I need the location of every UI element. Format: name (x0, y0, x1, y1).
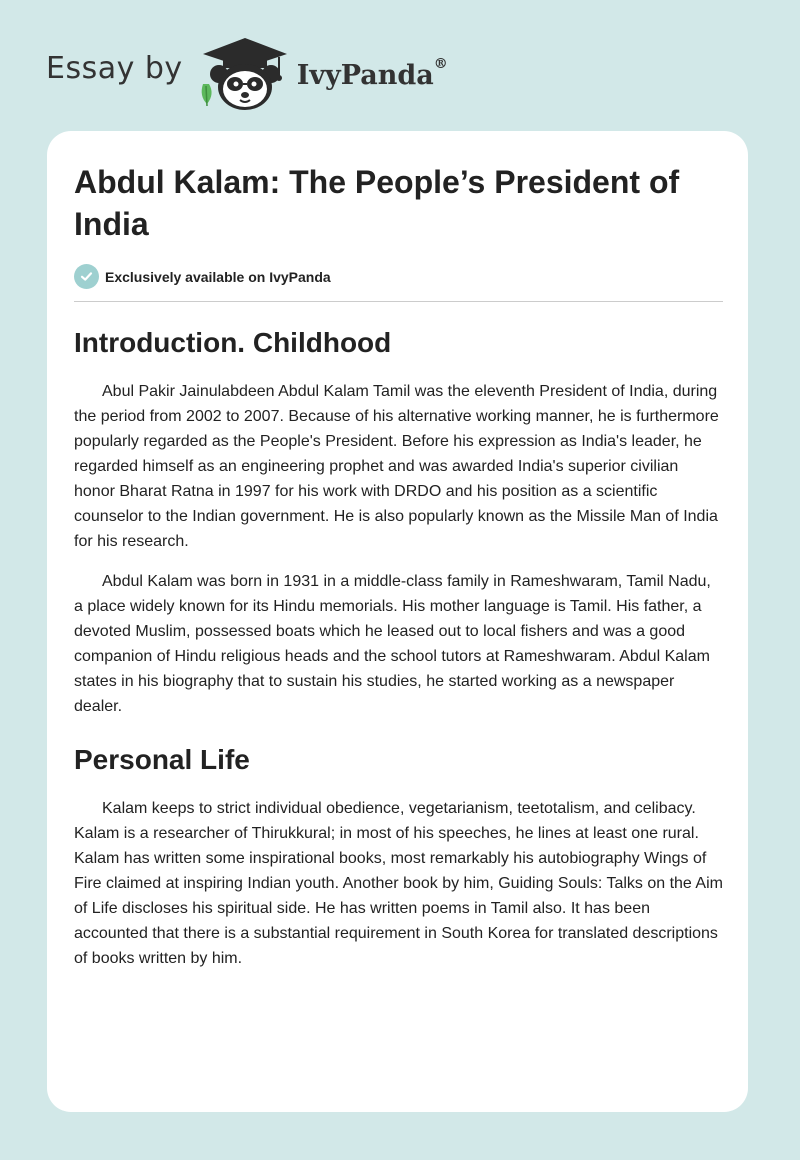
section-heading: Personal Life (74, 744, 250, 775)
page-title: Abdul Kalam: The People’s President of India (74, 164, 680, 242)
panda-graduate-icon[interactable] (197, 32, 293, 112)
essay-card (47, 131, 748, 1112)
essay-by-label: Essay by (46, 50, 183, 86)
title-divider (74, 301, 723, 302)
section-heading: Introduction. Childhood (74, 327, 392, 358)
check-icon (74, 264, 99, 289)
site-header (46, 32, 448, 112)
exclusive-label: Exclusively available on IvyPanda (105, 268, 331, 285)
paragraph: Kalam keeps to strict individual obedience, vegetarianism, teetotalism, and celibacy. Kalam is a researcher of Thirukkural; in most of his speeches, he lines at least one rural. Kalam has written some inspirational books, most remarkably his autobiography Wings of Fire claimed at inspiring Indian youth. Another book by him, Guiding Souls: Talks on the Aim of Life discloses his spiritual side. He has written poems in Tamil also. It has been accounted that there is a substantial requirement in South Korea for translated descriptions of books written by him. (74, 800, 723, 967)
essay-content (74, 161, 723, 986)
brand-name-text: IvyPanda (296, 59, 434, 91)
registered-mark: ® (433, 55, 448, 72)
paragraph: Abul Pakir Jainulabdeen Abdul Kalam Tamil was the eleventh President of India, during the period from 2002 to 2007. Because of his alternative working manner, he is furthermore popularly regarded as the People's President. Before his expression as India's leader, he regarded himself as an engineering prophet and was awarded India's superior civilian honor Bharat Ratna in 1997 for his work with DRDO and his position as a scientific counselor to the Indian government. He is also popularly known as the Missile Man of India for his research. (74, 383, 719, 550)
brand-name[interactable] (296, 55, 448, 91)
exclusive-badge (74, 264, 723, 289)
paragraph: Abdul Kalam was born in 1931 in a middle-class family in Rameshwaram, Tamil Nadu, a place widely known for its Hindu memorials. His mother language is Tamil. His father, a devoted Muslim, possessed boats which he leased out to local fishers and was a good companion of Hindu religious heads and the school tutors at Rameshwaram. Abdul Kalam states in his biography that to sustain his studies, he started working as a newspaper dealer. (74, 573, 711, 715)
